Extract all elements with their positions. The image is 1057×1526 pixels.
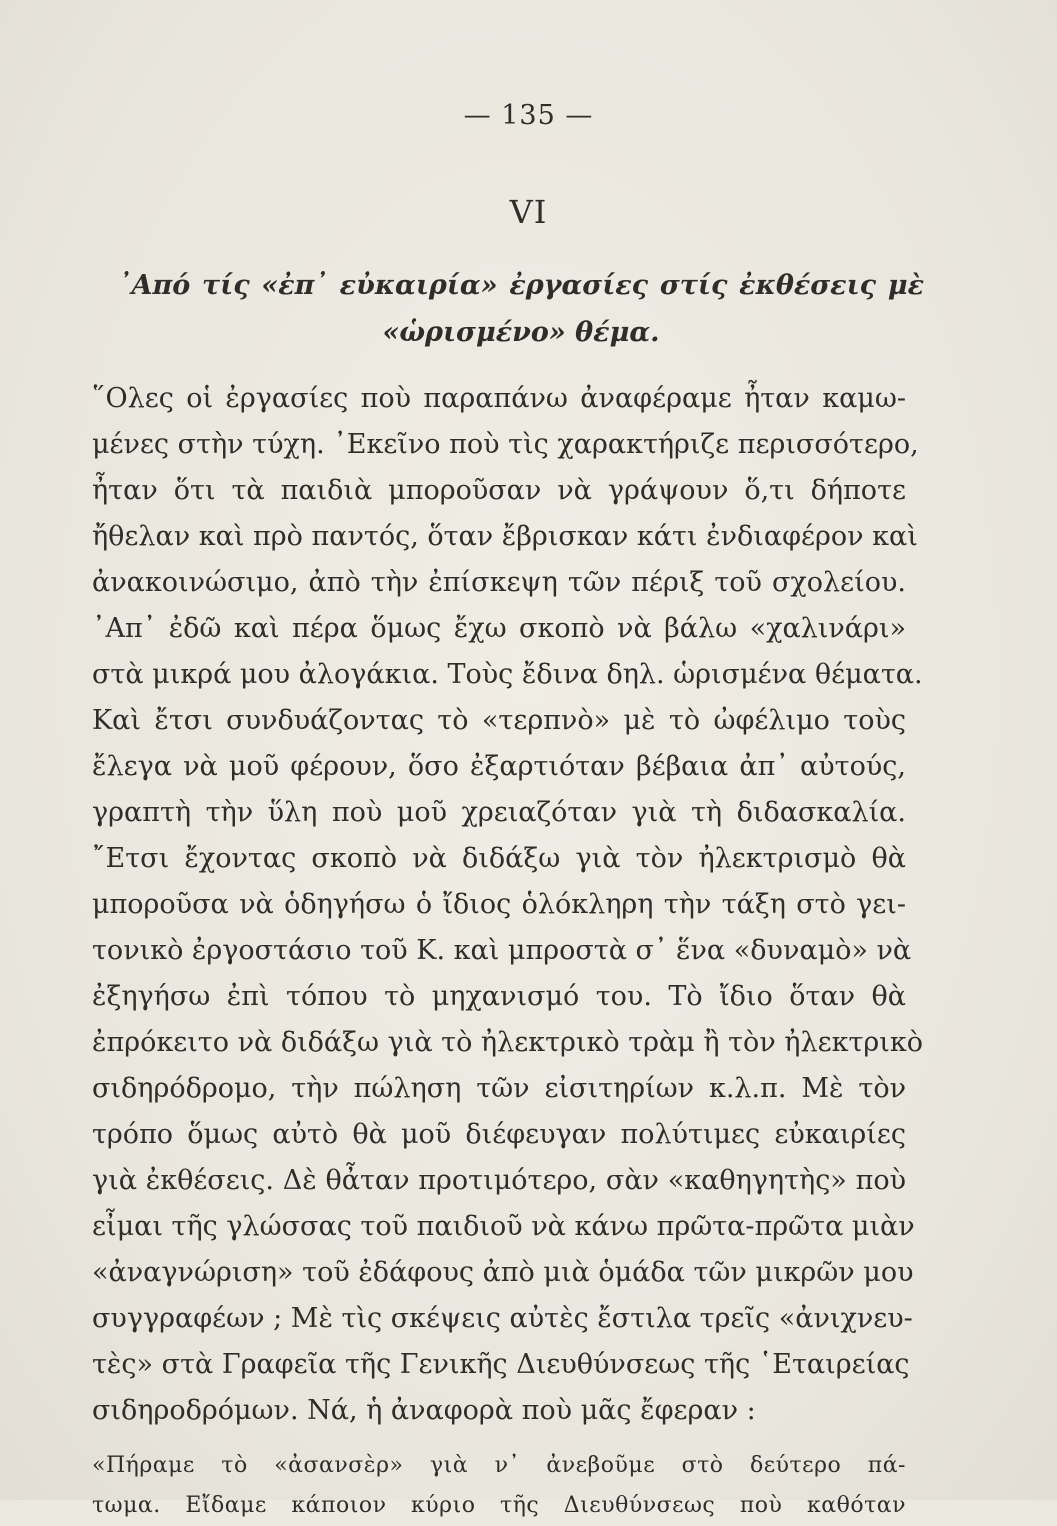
body-line: τρόπο ὅμως αὐτὸ θὰ μοῦ διέφευγαν πολύτιμες εὐκαιρίες <box>92 1119 906 1150</box>
body-line: τὲς» στὰ Γραφεῖα τῆς Γενικῆς Διευθύνσεως τῆς ῾Εταιρείας <box>92 1349 910 1380</box>
chapter-title-line: ᾽Από τίς «ἐπ᾽ εὐκαιρία» ἐργασίες στίς ἐκθέσεις μὲ <box>118 270 924 301</box>
body-line: ἐξηγήσω ἐπὶ τόπου τὸ μηχανισμό του. Τὸ ἴδιο ὅταν θὰ <box>92 981 906 1012</box>
quote-line: τωμα. Εἴδαμε κάποιον κύριο τῆς Διευθύνσεως ποὺ καθόταν <box>92 1493 906 1518</box>
body-line: ἀνακοινώσιμο, ἀπὸ τὴν ἐπίσκεψη τῶν πέριξ τοῦ σχολείου. <box>92 567 906 598</box>
page-number: — 135 — <box>463 100 594 131</box>
chapter-title-line: «ὡρισμένο» θέμα. <box>382 317 660 348</box>
chapter-number: VI <box>509 193 548 231</box>
quote-line: «Πήραμε τὸ «ἀσανσὲρ» γιὰ ν᾽ ἀνεβοῦμε στὸ δεύτερο πά- <box>92 1453 906 1478</box>
body-line: σιδηροδρόμων. Νά, ἡ ἀναφορὰ ποὺ μᾶς ἔφεραν : <box>92 1395 756 1426</box>
body-line: γιὰ ἐκθέσεις. Δὲ θἆταν προτιμότερο, σὰν «καθηγητὴς» ποὺ <box>92 1165 906 1196</box>
body-line: τονικὸ ἐργοστάσιο τοῦ Κ. καὶ μπροστὰ σ᾽ ἕνα «δυναμὸ» νὰ <box>92 935 912 966</box>
body-line: συγγραφέων ; Μὲ τὶς σκέψεις αὐτὲς ἔστιλα τρεῖς «ἀνιχνευ- <box>92 1303 913 1334</box>
body-line: εἶμαι τῆς γλώσσας τοῦ παιδιοῦ νὰ κάνω πρῶτα-πρῶτα μιὰν <box>92 1211 915 1242</box>
body-line: ἔλεγα νὰ μοῦ φέρουν, ὅσο ἐξαρτιόταν βέβαια ἀπ᾽ αὐτούς, <box>92 751 906 782</box>
body-line: σιδηρόδρομο, τὴν πώληση τῶν εἰσιτηρίων κ.λ.π. Μὲ τὸν <box>92 1073 906 1104</box>
body-line: μένες στὴν τύχη. ᾽Εκεῖνο ποὺ τὶς χαρακτήριζε περισσότερο, <box>92 429 919 460</box>
body-line: ῞Ολες οἱ ἐργασίες ποὺ παραπάνω ἀναφέραμε ἦταν καμω- <box>92 383 906 414</box>
body-line: Καὶ ἔτσι συνδυάζοντας τὸ «τερπνὸ» μὲ τὸ ὠφέλιμο τοὺς <box>92 705 906 736</box>
body-line: ἦταν ὅτι τὰ παιδιὰ μποροῦσαν νὰ γράψουν ὅ,τι δήποτε <box>92 475 906 506</box>
body-line: μποροῦσα νὰ ὁδηγήσω ὁ ἴδιος ὁλόκληρη τὴν τάξη στὸ γει- <box>92 889 906 920</box>
body-line: ῎Ετσι ἔχοντας σκοπὸ νὰ διδάξω γιὰ τὸν ἠλεκτρισμὸ θὰ <box>92 843 906 874</box>
body-line: ἤθελαν καὶ πρὸ παντός, ὅταν ἔβρισκαν κάτι ἐνδιαφέρον καὶ <box>92 521 918 552</box>
body-line: στὰ μικρά μου ἀλογάκια. Τοὺς ἔδινα δηλ. ὡρισμένα θέματα. <box>92 659 923 690</box>
body-line: ἐπρόκειτο νὰ διδάξω γιὰ τὸ ἠλεκτρικὸ τρὰμ ἢ τὸν ἠλεκτρικὸ <box>92 1027 923 1058</box>
body-line: «ἀναγνώριση» τοῦ ἐδάφους ἀπὸ μιὰ ὁμάδα τῶν μικρῶν μου <box>92 1257 914 1288</box>
body-line: γραπτὴ τὴν ὕλη ποὺ μοῦ χρειαζόταν γιὰ τὴ διδασκαλία. <box>92 797 906 828</box>
body-line: ᾽Απ᾽ ἐδῶ καὶ πέρα ὅμως ἔχω σκοπὸ νὰ βάλω «χαλινάρι» <box>92 613 906 644</box>
